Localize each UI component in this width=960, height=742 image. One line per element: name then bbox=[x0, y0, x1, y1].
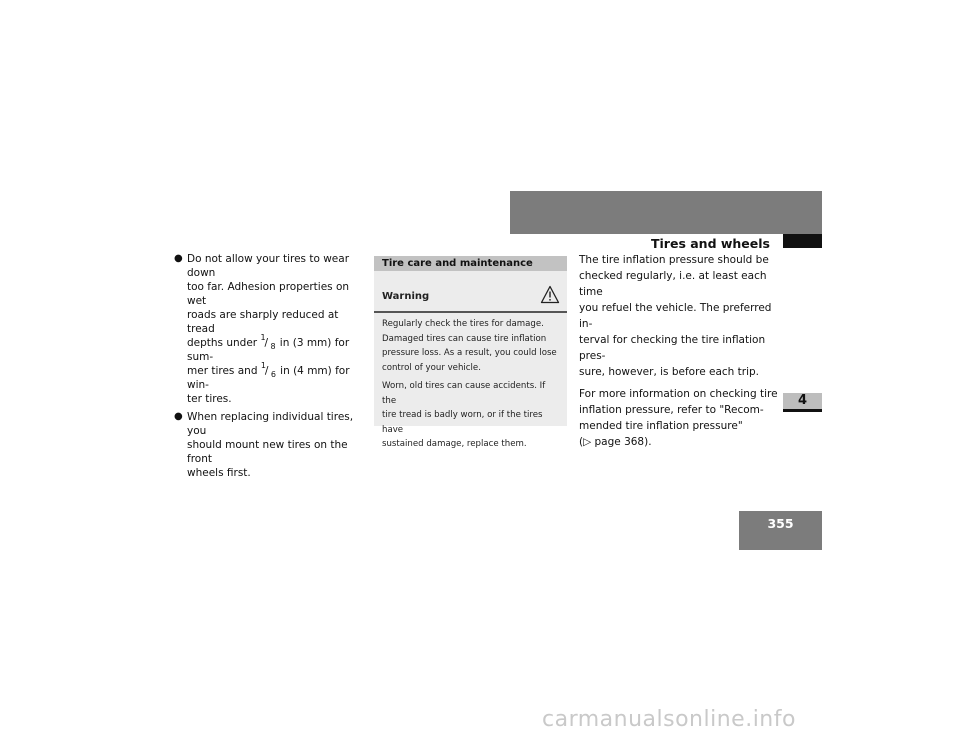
header-band bbox=[510, 191, 822, 234]
bullet-line: ter tires. bbox=[187, 393, 232, 405]
warning-line: tire tread is badly worn, or if the tires have bbox=[382, 410, 543, 435]
warning-label: Warning bbox=[382, 291, 430, 302]
paragraph-inflation-check bbox=[579, 252, 779, 380]
warning-line: Damaged tires can cause tire inflation bbox=[382, 333, 547, 344]
text-line: inflation pressure, refer to "Recom- bbox=[579, 404, 764, 416]
page-reference-link[interactable]: (▷ page 368). bbox=[579, 436, 652, 448]
bullet-line: should mount new tires on the front bbox=[187, 439, 348, 465]
text-fragment: in (3 mm) for sum- bbox=[187, 337, 350, 363]
left-column bbox=[174, 252, 366, 484]
fraction-one-eighth bbox=[260, 333, 276, 351]
text-line: you refuel the vehicle. The preferred in- bbox=[579, 302, 772, 330]
bullet-line: too far. Adhesion properties on wet bbox=[187, 281, 350, 307]
text-fragment: in (4 mm) for win- bbox=[187, 365, 350, 391]
text-line: The tire inflation pressure should be bbox=[579, 254, 769, 266]
warning-triangle-icon bbox=[540, 285, 560, 304]
chapter-title: Tires and wheels bbox=[650, 236, 770, 251]
warning-line: sustained damage, replace them. bbox=[382, 439, 527, 449]
fraction-slash: / bbox=[264, 337, 269, 349]
warning-paragraph bbox=[382, 317, 562, 375]
bullet-item-replacing-tires bbox=[174, 410, 366, 480]
chapter-tab-marker bbox=[783, 234, 822, 248]
warning-line: Regularly check the tires for damage. bbox=[382, 319, 544, 329]
bullet-line: wheels first. bbox=[187, 467, 251, 479]
text-fragment: depths under bbox=[187, 337, 261, 349]
right-column bbox=[579, 252, 779, 456]
fraction-denominator: 8 bbox=[270, 342, 276, 351]
text-line: For more information on checking tire bbox=[579, 388, 778, 400]
bullet-line: Do not allow your tires to wear down bbox=[187, 253, 350, 279]
section-title: Operation bbox=[832, 214, 908, 229]
fraction-slash: / bbox=[264, 365, 269, 377]
warning-box bbox=[374, 256, 567, 449]
warning-paragraph bbox=[382, 379, 562, 452]
watermark-logo: carmanualsonline.info bbox=[542, 707, 796, 732]
warning-divider bbox=[374, 311, 567, 313]
bullet-item-tread-depth bbox=[174, 252, 366, 406]
warning-box-title: Tire care and maintenance bbox=[382, 258, 533, 269]
fraction-denominator: 6 bbox=[270, 370, 276, 379]
paragraph-more-info bbox=[579, 386, 779, 450]
fraction-numerator: 1 bbox=[260, 361, 266, 370]
text-line: sure, however, is before each trip. bbox=[579, 366, 760, 378]
text-line: checked regularly, i.e. at least each time bbox=[579, 270, 767, 298]
warning-line: Worn, old tires can cause accidents. If the bbox=[382, 381, 546, 406]
fraction-numerator: 1 bbox=[260, 333, 266, 342]
warning-body bbox=[382, 317, 562, 456]
warning-line: pressure loss. As a result, you could lose bbox=[382, 348, 557, 358]
text-line: mended tire inflation pressure" bbox=[579, 420, 743, 432]
bullet-line bbox=[187, 361, 366, 392]
page-number: 355 bbox=[767, 516, 794, 531]
chapter-number: 4 bbox=[797, 393, 808, 408]
bullet-line: roads are sharply reduced at tread bbox=[187, 309, 339, 335]
chapter-number-tab bbox=[783, 393, 822, 412]
bullet-icon: ● bbox=[174, 253, 183, 264]
warning-title-bar bbox=[374, 256, 567, 271]
text-line: terval for checking the tire inflation pres- bbox=[579, 334, 766, 362]
bullet-line: When replacing individual tires, you bbox=[187, 411, 354, 437]
bullet-line bbox=[187, 333, 366, 364]
bullet-icon: ● bbox=[174, 411, 183, 422]
text-fragment: mer tires and bbox=[187, 365, 261, 377]
fraction-one-sixth bbox=[260, 361, 277, 379]
warning-line: control of your vehicle. bbox=[382, 362, 481, 373]
page-number-box bbox=[739, 511, 822, 550]
